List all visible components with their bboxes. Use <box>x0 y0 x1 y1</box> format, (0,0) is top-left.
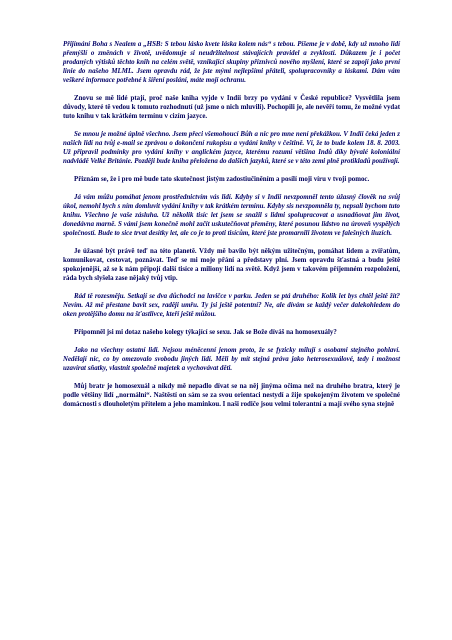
paragraph-8: Připomněl jsi mi dotaz našeho kolegy týkající se sexu. Jak se Bože díváš na homosexuály? <box>74 329 337 337</box>
paragraph-5: Já vám můžu pomáhat jenom prostřednictvím vás lidí. Kdyby si v Indii nevzpomněl tento úžasný člověk na svůj úkol, nemohl bych s ním domluvit vydání knihy v tak krátkém termínu. Kdyby sis nevzpomněla ty, nepsali bychom tuto knihu. Všechno je vaše zásluha. Už několik tisíc let jsem se snažil s lidmi spolupracovat a usnadňovat jim život, donedávna marně. S vámi jsem konečně mohl začít uskutečňovat přeměny, které posunou lidstvo na úroveň vyspělých společností. Bude to sice trvat desítky let, ale co je to proti tisícům, které jste promarnili životem ve falešných iluzích. <box>63 194 400 238</box>
paragraph-6: Je úžasné být právě teď na této planetě. Vždy mě bavilo být někým užitečným, pomáhat lidem a zvířatům, komunikovat, cestovat, poznávat. Teď se mi moje přání a představy plní. Jsem opravdu šťastná a budu ještě spokojenější, až se k nám připojí další tisíce a miliony lidí na světě. Když jsem v takovém příjemném rozpoložení, ráda bych slyšela zase nějaký tvůj vtip. <box>63 248 400 283</box>
paragraph-7: Rád tě rozesměju. Setkají se dva důchodci na lavičce v parku. Jeden se ptá druhého: Kolik let bys chtěl ještě žít? Nevím. Až mě přestane bavit sex, raději umřu. Ty jsi ještě potentní? Ne, ale dívám se každý večer dalekohledem do oken protějšího domu na šťastlivce, kteří ještě můžou. <box>63 293 400 319</box>
paragraph-2: Znovu se mě lidé ptají, proč naše kniha vyjde v Indii brzy po vydání v České republice? Vysvětlila jsem důvody, které tě vedou k tomuto rozhodnutí (už jsme o nich mluvili). Pochopili je, ale nevěří tomu, že možné vydat tuto knihu v tak krátkém termínu v cizím jazyce. <box>63 95 400 121</box>
paragraph-4: Přiznám se, že i pro mě bude tato skutečnost jistým zadostiučiněním a posílí moji víru v tvoji pomoc. <box>74 176 370 184</box>
paragraph-3: Se mnou je možné úplně všechno. Jsem přeci všemohoucí Bůh a nic pro mne není překážkou. V Indii čeká jeden z našich lidí na tvůj e-mail se zprávou o dokončení rukopisu a vydání knihy v češtině. Ví, že to bude kolem 18. 8. 2003. Už připravil podmínky pro vydání knihy v anglickém jazyce, kterému rozumí většina Indů díky bývalé koloniální nadvládě Velké Británie. Později bude kniha přeložena do dalších jazyků, které se v této zemi plně protikladů používají. <box>63 131 400 166</box>
paragraph-9: Jako na všechny ostatní lidi. Nejsou méněcenní jenom proto, že se fyzicky milují s osobami stejného pohlaví. Nedělají nic, co by omezovalo svobodu jiných lidí. Měli by mít stejná práva jako heterosexuálové, tedy i možnost uzavírat sňatky, vlastnit společně majetek a vychovávat děti. <box>63 347 400 373</box>
paragraph-10: Můj bratr je homosexuál a nikdy mě nepadlo dívat se na něj jinýma očima než na druhého bratra, který je podle většiny lidí „normální“. Naštěstí on sám se za svou orientaci nestydí a žije spokojeným životem ve společné domácnosti s dlouholetým přítelem a jeho maminkou. I naši rodiče jsou velmi tolerantní a mají svého syna stejně <box>63 383 400 409</box>
paragraph-1: Přijímání Boha s Nealem a „HSB: S tebou lásko kvete láska kolem nás“ s tebou. Píšeme je v době, kdy už mnoho lidí přemýšlí o změnách v životě, uvědomuje si neudržitelnost stávajících pravidel a zvyklostí. Důkazem je i počet prodaných výtisků těchto knih na celém světě, vznikající skupiny příznivců nového myšlení, které se zapojí jako první linie do našeho MLML. Jsem opravdu rád, že jste mými nejlepšími přáteli, spolupracovníky a láskami. Dám vám veškeré informace potřebné k šíření poslání, máte mojí ochranu. <box>63 41 400 85</box>
